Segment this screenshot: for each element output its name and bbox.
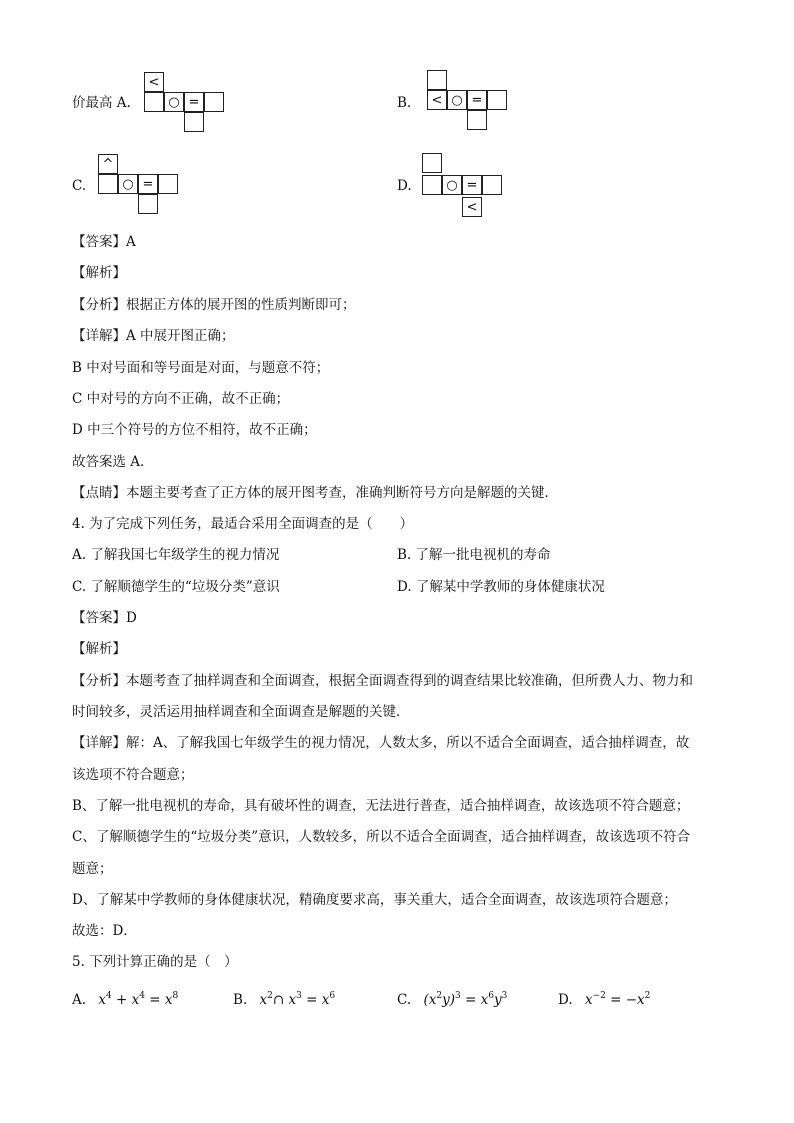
net-b-cell-circle: ○ — [447, 90, 467, 110]
q5-option-c-formula: $(x^2y)^3 = x^6y^3$ — [423, 991, 508, 1008]
net-b-cell-blank — [427, 70, 447, 90]
q4-option-b: B. 了解一批电视机的寿命 — [397, 547, 551, 563]
q4-c-line-2: 题意； — [72, 861, 113, 877]
q4-choose: 故选：D． — [72, 923, 137, 939]
figure-c-label: C. — [72, 178, 87, 194]
net-d-cell-circle: ○ — [442, 175, 462, 195]
q5-option-c-label: C. — [397, 992, 412, 1008]
net-b-cell-lt: < — [427, 90, 447, 110]
net-d-cell-blank — [482, 175, 502, 195]
q4-detail-1: 【详解】解：A、了解我国七年级学生的视力情况，人数太多，所以不适合全面调查，适合抽样调查，故 — [72, 735, 690, 751]
q4-c-line-1: C、了解顺德学生的“垃圾分类”意识，人数较多，所以不适合全面调查，适合抽样调查，故该选项不符合 — [72, 829, 691, 845]
q4-analysis-head: 【解析】 — [72, 641, 126, 657]
net-c-cell-eq: = — [138, 174, 158, 194]
net-c-cell-blank — [158, 174, 178, 194]
q5-option-b-label: B. — [233, 992, 248, 1008]
q3-choose: 故答案选 A． — [72, 454, 154, 470]
net-a-cell-blank — [144, 92, 164, 112]
figure-b-label: B. — [397, 95, 412, 111]
q5-option-d — [558, 987, 650, 1009]
net-c-cell-blank — [98, 174, 118, 194]
net-c-cell-circle: ○ — [118, 174, 138, 194]
net-d-cell-eq: = — [462, 175, 482, 195]
net-b-cell-blank — [467, 110, 487, 130]
q5-option-b — [233, 987, 335, 1009]
q5-option-a-label: A. — [72, 992, 87, 1008]
net-c-cell-caret: ^ — [98, 154, 118, 174]
q5-option-d-formula: $x^{-2} = -x^2$ — [584, 991, 651, 1008]
q4-answer: 【答案】D — [72, 610, 137, 626]
q3-analysis: 【分析】根据正方体的展开图的性质判断即可； — [72, 297, 356, 313]
q4-d-line: D、了解某中学教师的身体健康状况，精确度要求高，事关重大，适合全面调查，故该选项符合题意； — [72, 892, 677, 908]
q3-answer: 【答案】A — [72, 234, 136, 250]
q3-detail: 【详解】A 中展开图正确； — [72, 328, 235, 344]
q5-option-b-formula: $x^2\cap$ $x^3 = x^6$ — [259, 991, 336, 1008]
q4-option-a: A. 了解我国七年级学生的视力情况 — [72, 547, 280, 563]
q4-option-d: D. 了解某中学教师的身体健康状况 — [397, 579, 605, 595]
q4-stem: 4. 为了完成下列任务，最适合采用全面调查的是（ ） — [72, 516, 414, 532]
q4-analysis-2: 时间较多，灵活运用抽样调查和全面调查是解题的关键． — [72, 704, 410, 720]
net-b-cell-blank — [487, 90, 507, 110]
net-a-cell-blank — [184, 112, 204, 132]
net-d-cell-blank — [422, 153, 442, 173]
net-a-cell-eq: = — [184, 92, 204, 112]
net-a-cell-lt: < — [144, 72, 164, 92]
figure-a-label: 价最高 A. — [72, 95, 131, 111]
q5-option-d-label: D. — [558, 992, 573, 1008]
q5-option-c — [397, 987, 507, 1009]
net-d-cell-lt: < — [462, 197, 482, 217]
q3-d-line: D 中三个符号的方位不相符，故不正确； — [72, 422, 317, 438]
q5-option-a — [72, 987, 178, 1009]
q4-b-line: B、了解一批电视机的寿命，具有破坏性的调查，无法进行普查，适合抽样调查，故该选项不符合题意； — [72, 798, 690, 814]
q3-analysis-head: 【解析】 — [72, 265, 126, 281]
net-b-cell-eq: = — [467, 90, 487, 110]
net-d-cell-blank — [422, 175, 442, 195]
q4-analysis-1: 【分析】本题考查了抽样调查和全面调查，根据全面调查得到的调查结果比较准确，但所费人力、物力和 — [72, 673, 693, 689]
q4-option-c: C. 了解顺德学生的“垃圾分类”意识 — [72, 579, 280, 595]
q3-comment: 【点睛】本题主要考查了正方体的展开图考查，准确判断符号方向是解题的关键． — [72, 485, 558, 501]
q3-c-line: C 中对号的方向不正确，故不正确； — [72, 391, 290, 407]
net-a-cell-circle: ○ — [164, 92, 184, 112]
q4-detail-2: 该选项不符合题意； — [72, 767, 194, 783]
net-c-cell-blank — [138, 194, 158, 214]
q3-b-line: B 中对号面和等号面是对面，与题意不符； — [72, 360, 330, 376]
q5-stem: 5. 下列计算正确的是（ ） — [72, 954, 238, 970]
figure-d-label: D. — [397, 178, 412, 194]
q5-option-a-formula: $x^4 + x^4 = x^8$ — [98, 991, 179, 1008]
net-a-cell-blank — [204, 92, 224, 112]
